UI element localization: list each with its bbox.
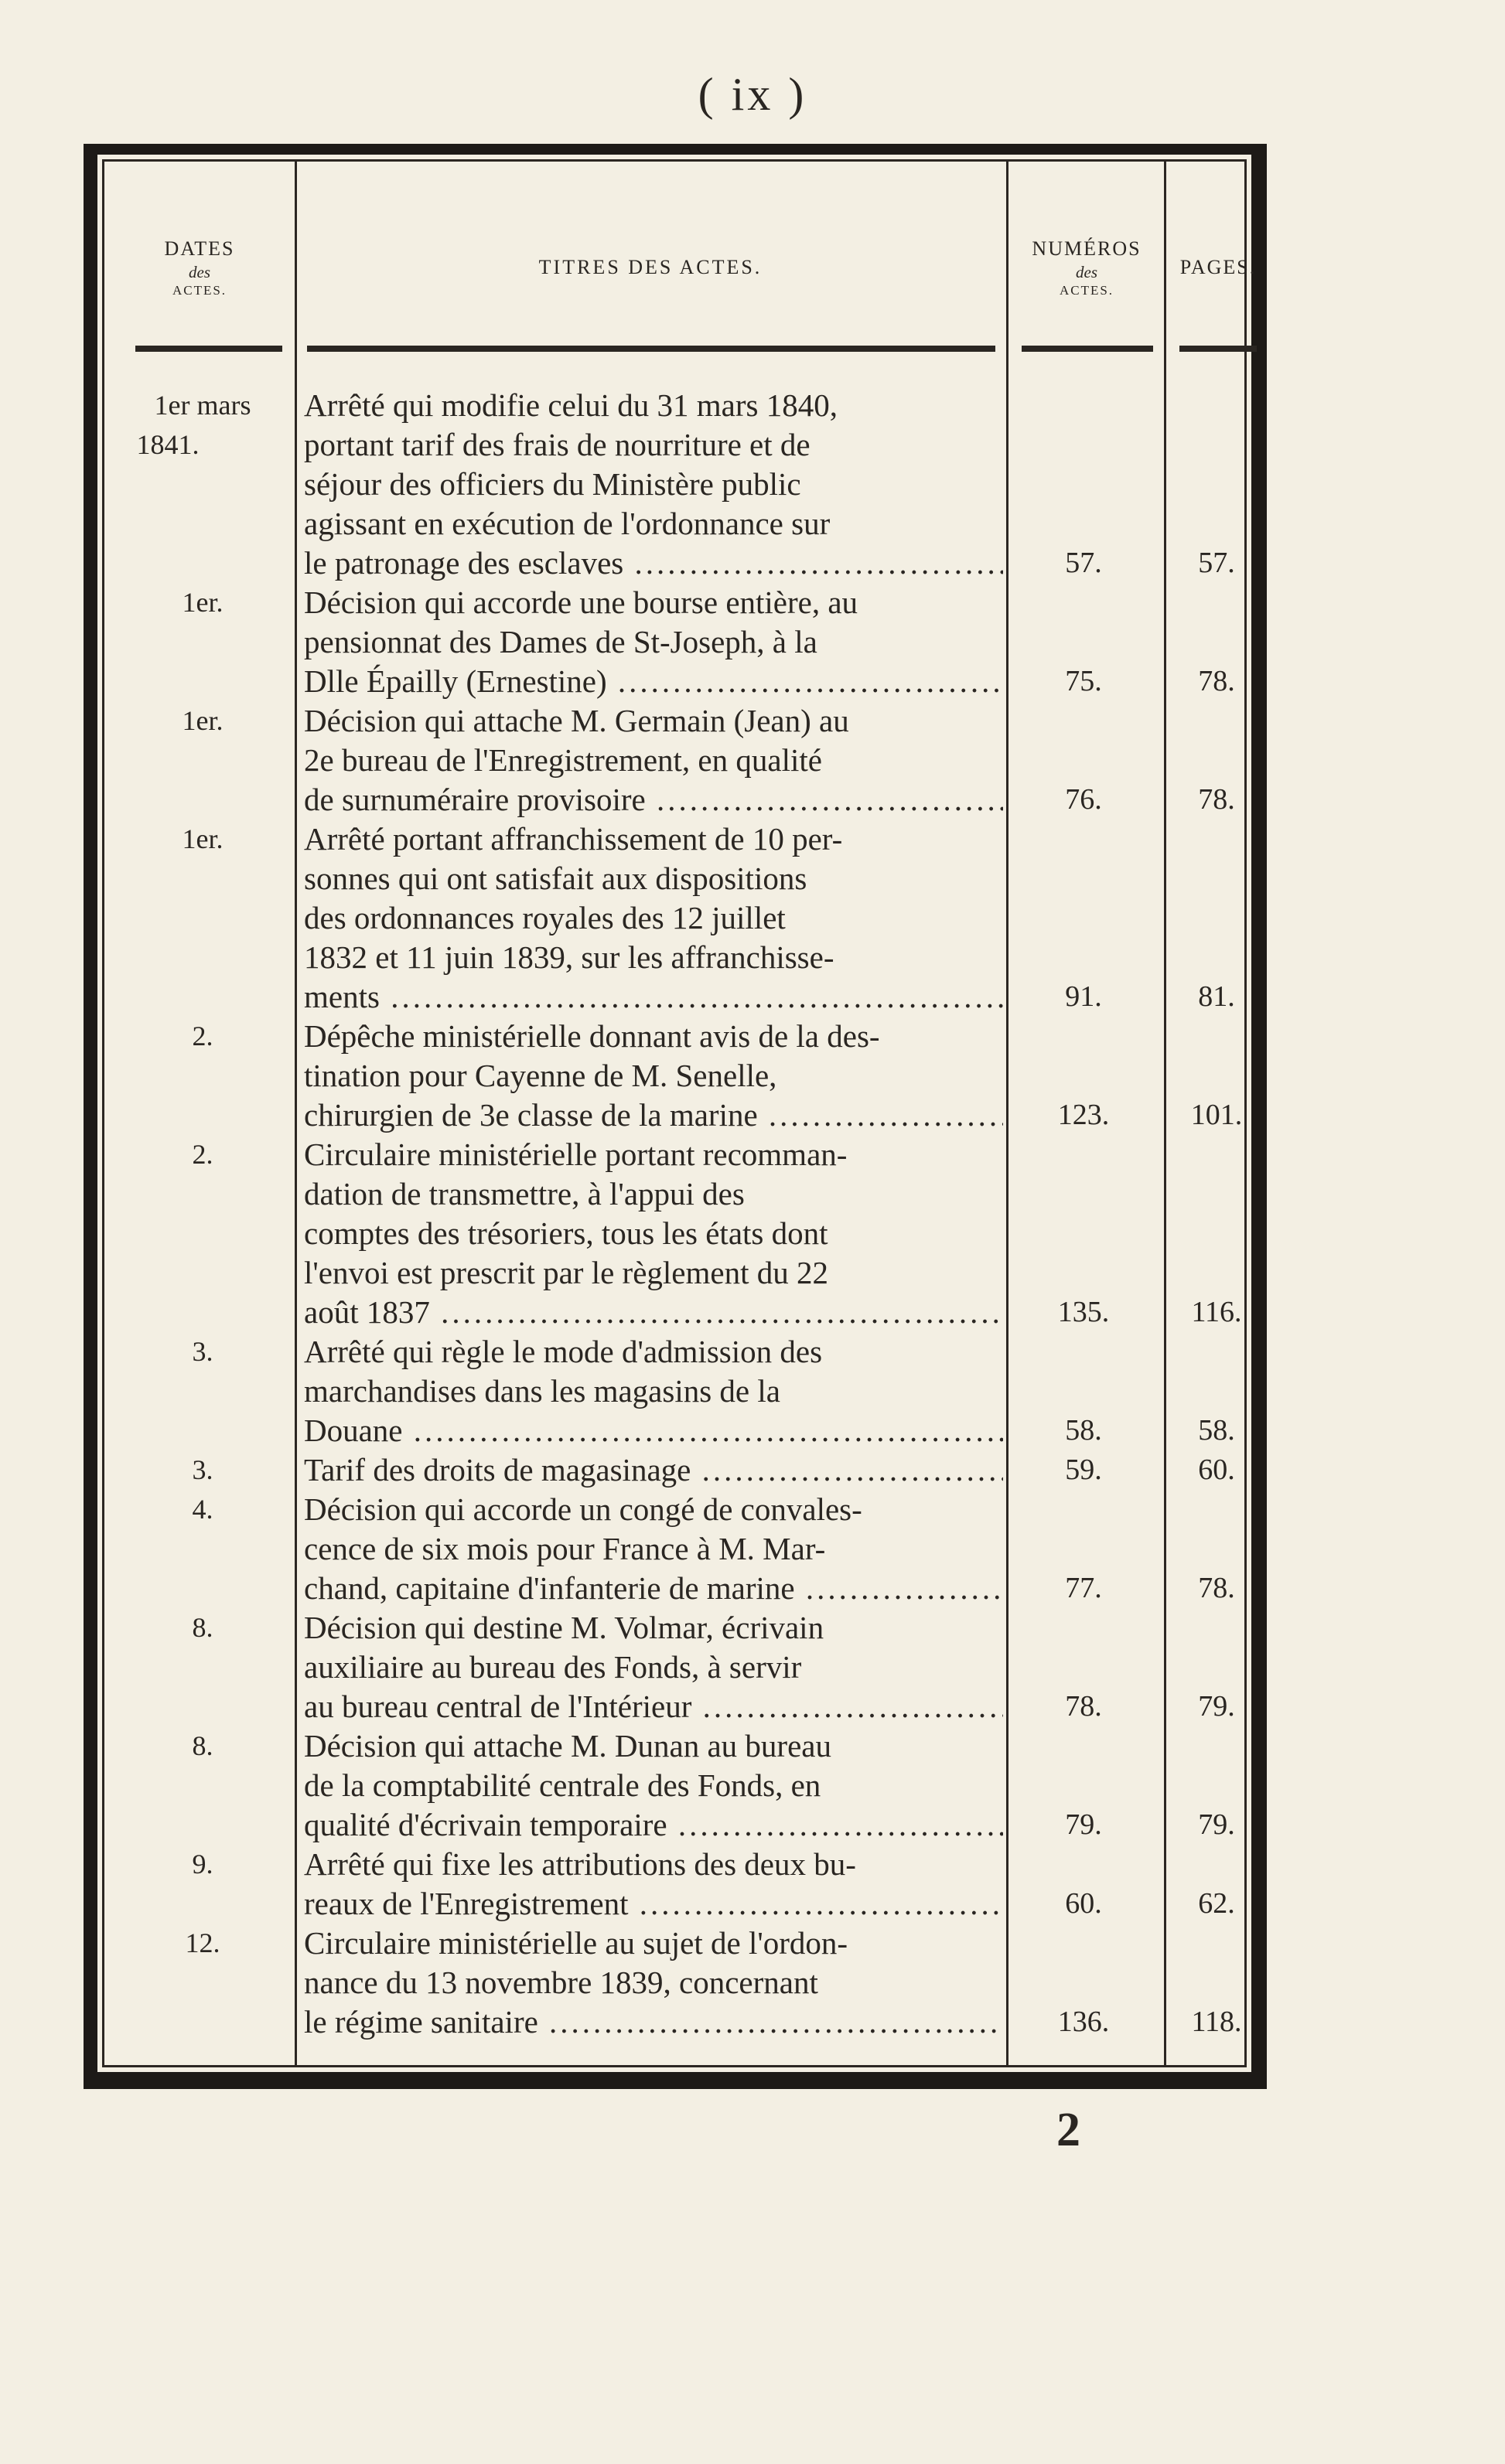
act-date-line: 1er. — [182, 587, 224, 618]
act-date-line: 3. — [192, 1336, 213, 1367]
act-number: 91. — [1065, 980, 1102, 1013]
act-title — [304, 1726, 1003, 1845]
act-title-line: des ordonnances royales des 12 juillet — [304, 900, 786, 936]
act-number: 77. — [1065, 1572, 1102, 1604]
act-title-line: août 1837 ..... — [304, 1293, 1003, 1332]
act-title-line: Arrêté qui règle le mode d'admission des — [304, 1334, 823, 1369]
table-inner-border — [102, 159, 1257, 2067]
act-number: 58. — [1065, 1414, 1102, 1447]
act-date-line: 1841. — [136, 429, 200, 460]
act-date — [111, 1845, 295, 1884]
act-title-line: marchandises dans les magasins de la — [304, 1373, 780, 1409]
page-ref: 78. — [1198, 783, 1235, 816]
act-title-line: de la comptabilité centrale des Fonds, en — [304, 1767, 821, 1803]
act-date — [111, 1450, 295, 1490]
header-rule-numeros — [1022, 346, 1153, 352]
act-title-line: Dépêche ministérielle donnant avis de la des- — [304, 1018, 880, 1054]
table-row — [104, 701, 1244, 820]
table-row — [104, 1450, 1244, 1490]
act-title-line: 1832 et 11 juin 1839, sur les affranchisse- — [304, 939, 834, 975]
page-ref: 81. — [1198, 980, 1235, 1013]
act-title-line: au bureau central de l'Intérieur ..... — [304, 1687, 1003, 1726]
act-number: 57. — [1065, 547, 1102, 579]
page-number: ( ix ) — [698, 69, 807, 120]
act-title — [304, 583, 1003, 701]
act-date — [111, 1490, 295, 1529]
act-title — [304, 386, 1003, 583]
table-row — [104, 1017, 1244, 1135]
page-ref: 78. — [1198, 665, 1235, 697]
act-title-line: reaux de l'Enregistrement ..... — [304, 1884, 1003, 1924]
act-title — [304, 1608, 1003, 1726]
page-ref: 58. — [1198, 1414, 1235, 1447]
page-ref: 78. — [1198, 1572, 1235, 1604]
act-number: 136. — [1057, 2006, 1110, 2038]
act-title-line: Arrêté qui fixe les attributions des deux bu- — [304, 1846, 856, 1882]
act-title-line: Arrêté portant affranchissement de 10 per- — [304, 821, 843, 857]
header-titles: TITRES DES ACTES. — [538, 255, 763, 278]
act-date — [111, 1608, 295, 1648]
act-date-line: 8. — [192, 1730, 213, 1761]
act-title-line: séjour des officiers du Ministère public — [304, 466, 801, 502]
act-title-line: Tarif des droits de magasinage ..... — [304, 1450, 1003, 1490]
act-title-line: de surnuméraire provisoire ..... — [304, 780, 1003, 820]
act-title-line: Douane ..... — [304, 1411, 1003, 1450]
header-rule-dates — [135, 346, 282, 352]
act-number: 76. — [1065, 783, 1102, 816]
act-number: 135. — [1057, 1296, 1110, 1328]
table-row — [104, 1490, 1244, 1608]
act-title-line: tination pour Cayenne de M. Senelle, — [304, 1058, 777, 1093]
table-row — [104, 1608, 1244, 1726]
act-title-line: le régime sanitaire ..... — [304, 2002, 1003, 2042]
act-title-line: chirurgien de 3e classe de la marine ..... — [304, 1096, 1003, 1135]
table-row — [104, 1135, 1244, 1332]
act-title-line: le patronage des esclaves ..... — [304, 544, 1003, 583]
act-title — [304, 820, 1003, 1017]
act-title-line: Circulaire ministérielle au sujet de l'ordon- — [304, 1925, 848, 1961]
act-date — [111, 820, 295, 859]
page-ref: 118. — [1191, 2006, 1242, 2038]
act-title-line: portant tarif des frais de nourriture et de — [304, 427, 811, 462]
act-title-line: Décision qui attache M. Dunan au bureau — [304, 1728, 831, 1764]
act-title-line: qualité d'écrivain temporaire ..... — [304, 1805, 1003, 1845]
act-date-line: 1er mars — [154, 390, 251, 421]
act-date-line: 2. — [192, 1139, 213, 1170]
act-title — [304, 1490, 1003, 1608]
table-row — [104, 1845, 1244, 1924]
signature-mark: 2 — [1056, 2104, 1080, 2156]
act-number: 79. — [1065, 1808, 1102, 1841]
table-frame — [84, 144, 1267, 2089]
act-date-line: 12. — [185, 1927, 220, 1958]
table-row — [104, 1332, 1244, 1450]
header-numeros: NUMÉROS des ACTES. — [1032, 237, 1142, 298]
act-title — [304, 1450, 1003, 1490]
act-title-line: cence de six mois pour France à M. Mar- — [304, 1531, 826, 1566]
act-title-line: dation de transmettre, à l'appui des — [304, 1176, 745, 1212]
act-title-line: Arrêté qui modifie celui du 31 mars 1840, — [304, 387, 838, 423]
act-title-line: chand, capitaine d'infanterie de marine ..... — [304, 1569, 1003, 1608]
act-title-line: 2e bureau de l'Enregistrement, en qualité — [304, 742, 822, 778]
page-ref: 79. — [1198, 1808, 1235, 1841]
act-date-line: 1er. — [182, 823, 224, 854]
act-date — [111, 1135, 295, 1174]
page-ref: 60. — [1198, 1454, 1235, 1486]
act-date-line: 8. — [192, 1612, 213, 1643]
act-title-line: nance du 13 novembre 1839, concernant — [304, 1965, 818, 2000]
act-date — [111, 1332, 295, 1372]
table-row — [104, 583, 1244, 701]
act-title-line: Décision qui attache M. Germain (Jean) au — [304, 703, 849, 738]
act-title-line: l'envoi est prescrit par le règlement du 22 — [304, 1255, 828, 1290]
act-date — [111, 583, 295, 622]
act-title — [304, 1017, 1003, 1135]
act-title — [304, 701, 1003, 820]
header-pages: PAGES. — [1179, 255, 1257, 278]
act-date-line: 2. — [192, 1021, 213, 1051]
table-row — [104, 1924, 1244, 2042]
act-date-line: 9. — [192, 1849, 213, 1880]
act-number: 60. — [1065, 1887, 1102, 1920]
page-ref: 62. — [1198, 1887, 1235, 1920]
act-date — [111, 701, 295, 741]
act-date — [111, 1726, 295, 1766]
act-title-line: ments ..... — [304, 977, 1003, 1017]
page-ref: 101. — [1190, 1099, 1243, 1131]
act-title — [304, 1924, 1003, 2042]
act-title-line: agissant en exécution de l'ordonnance sur — [304, 506, 831, 541]
act-number: 75. — [1065, 665, 1102, 697]
table-row — [104, 820, 1244, 1017]
page-ref: 116. — [1191, 1296, 1242, 1328]
act-date — [111, 386, 295, 465]
table-body — [104, 386, 1244, 2042]
header-dates: DATES des ACTES. — [164, 237, 235, 298]
act-title-line: Décision qui destine M. Volmar, écrivain — [304, 1610, 824, 1645]
act-title-line: sonnes qui ont satisfait aux dispositions — [304, 861, 807, 896]
header-rule-titles — [307, 346, 995, 352]
header-rule-pages — [1179, 346, 1257, 352]
page-ref: 79. — [1198, 1690, 1235, 1723]
act-number: 59. — [1065, 1454, 1102, 1486]
act-date-line: 3. — [192, 1454, 213, 1485]
table-row — [104, 386, 1244, 583]
act-title — [304, 1845, 1003, 1924]
act-number: 78. — [1065, 1690, 1102, 1723]
act-title-line: auxiliaire au bureau des Fonds, à servir — [304, 1649, 802, 1685]
act-title-line: Décision qui accorde une bourse entière, au — [304, 584, 858, 620]
act-date — [111, 1924, 295, 1963]
act-title-line: pensionnat des Dames de St-Joseph, à la — [304, 624, 817, 659]
act-title — [304, 1332, 1003, 1450]
act-title — [304, 1135, 1003, 1332]
page-ref: 57. — [1198, 547, 1235, 579]
act-title-line: Décision qui accorde un congé de convales- — [304, 1491, 862, 1527]
act-title-line: Circulaire ministérielle portant recomman- — [304, 1137, 848, 1172]
act-number: 123. — [1057, 1099, 1110, 1131]
act-date — [111, 1017, 295, 1056]
act-date-line: 1er. — [182, 705, 224, 736]
table-row — [104, 1726, 1244, 1845]
act-date-line: 4. — [192, 1494, 213, 1525]
act-title-line: Dlle Épailly (Ernestine) ..... — [304, 662, 1003, 701]
act-title-line: comptes des trésoriers, tous les états dont — [304, 1215, 828, 1251]
